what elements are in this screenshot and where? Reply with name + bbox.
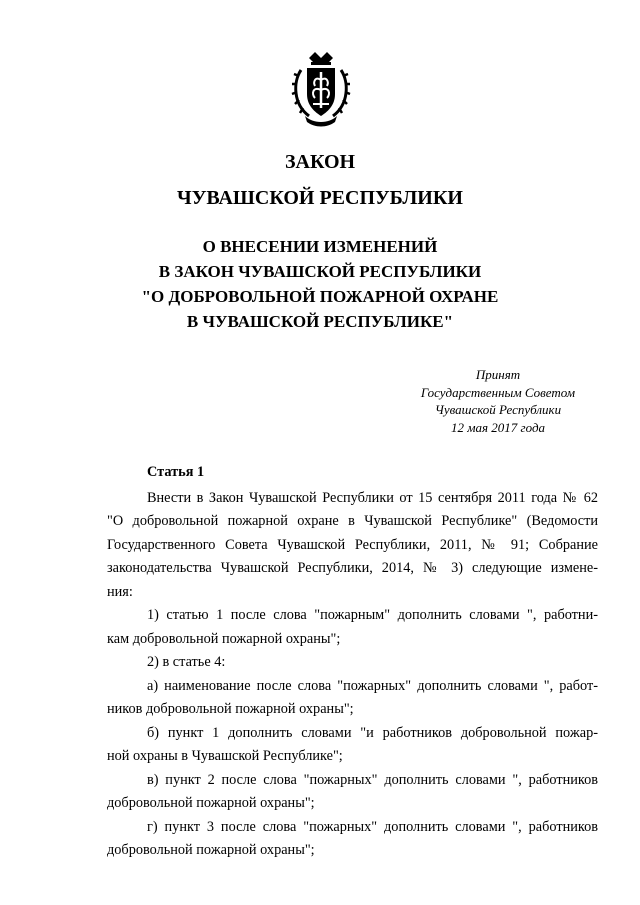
text-line: "О добровольной пожарной охране в Чувашской Республике" (Ведомости	[107, 513, 598, 529]
text-line: ников добровольной пожарной охраны";	[107, 701, 354, 717]
adoption-note	[380, 366, 616, 436]
adoption-date: 12 мая 2017 года	[450, 419, 546, 435]
law-subtitle	[0, 234, 640, 334]
adoption-line: Принят	[475, 367, 521, 382]
law-title-republic: ЧУВАШСКОЙ РЕСПУБЛИКИ	[177, 187, 463, 209]
subtitle-line: "О ДОБРОВОЛЬНОЙ ПОЖАРНОЙ ОХРАНЕ	[141, 287, 499, 306]
subtitle-line: В ЗАКОН ЧУВАШСКОЙ РЕСПУБЛИКИ	[158, 262, 482, 281]
coat-of-arms-chuvashia-icon	[291, 48, 351, 130]
subtitle-line: В ЧУВАШСКОЙ РЕСПУБЛИКЕ"	[186, 312, 454, 331]
text-line: кам добровольной пожарной охраны";	[107, 630, 341, 647]
text-line: а) наименование после слова "пожарных" дополнить словами ", работ-	[147, 677, 598, 694]
text-line: в) пункт 2 после слова "пожарных" дополнить словами ", работников	[147, 771, 598, 788]
coat-of-arms-emblem	[291, 48, 351, 130]
text-line: б) пункт 1 дополнить словами "и работников добровольной пожар-	[147, 724, 598, 741]
text-line: законодательства Чувашской Республики, 2014, № 3) следующие измене-	[107, 560, 598, 576]
article-body	[107, 461, 598, 863]
text-line: добровольной пожарной охраны";	[107, 795, 315, 811]
adoption-line: Чувашской Республики	[434, 402, 562, 417]
text-line: Государственного Совета Чувашской Республики, 2011, № 91; Собрание	[107, 536, 598, 553]
article-heading: Статья 1	[147, 464, 205, 480]
text-line: 1) статью 1 после слова "пожарным" дополнить словами ", работни-	[147, 607, 598, 623]
text-line: ной охраны в Чувашской Республике";	[107, 748, 343, 764]
text-line: добровольной пожарной охраны";	[107, 842, 315, 858]
law-title: ЗАКОН	[284, 151, 356, 173]
text-line: г) пункт 3 после слова "пожарных" дополнить словами ", работников	[147, 818, 598, 835]
text-line: 2) в статье 4:	[147, 654, 226, 670]
adoption-line: Государственным Советом	[420, 384, 576, 400]
subtitle-line: О ВНЕСЕНИИ ИЗМЕНЕНИЙ	[202, 237, 438, 256]
text-line: ния:	[107, 583, 133, 600]
text-line: Внести в Закон Чувашской Республики от 15 сентября 2011 года № 62	[147, 489, 598, 506]
